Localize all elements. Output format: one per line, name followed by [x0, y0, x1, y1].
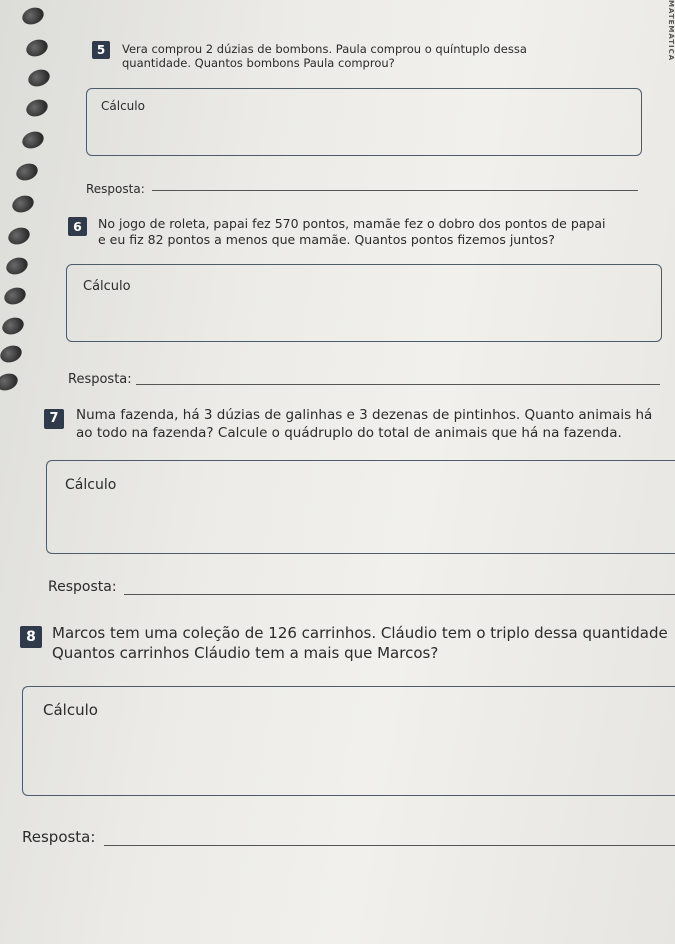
answer-line[interactable] [136, 384, 660, 385]
answer-label: Resposta: [48, 579, 117, 595]
calculation-label: Cálculo [101, 99, 145, 113]
calculation-label: Cálculo [83, 279, 131, 294]
question-number: 8 [20, 626, 42, 648]
answer-label: Resposta: [86, 182, 145, 196]
calculation-label: Cálculo [43, 701, 98, 719]
calculation-label: Cálculo [65, 477, 117, 493]
answer-label: Resposta: [68, 372, 132, 387]
calculation-box[interactable] [86, 88, 642, 156]
calculation-box[interactable] [66, 264, 662, 342]
answer-label: Resposta: [22, 828, 96, 846]
question-number: 6 [68, 217, 87, 236]
answer-line[interactable] [104, 845, 675, 846]
binder-holes [0, 0, 40, 944]
calculation-box[interactable] [46, 460, 675, 554]
calculation-box[interactable] [22, 686, 675, 796]
question-text: Vera comprou 2 dúzias de bombons. Paula comprou o quíntuplo dessa quantidade. Quantos bombons Paula comprou? [122, 42, 527, 71]
question-text: No jogo de roleta, papai fez 570 pontos, mamãe fez o dobro dos pontos de papai e eu fiz 82 pontos a menos que mamãe. Quantos pontos fizemos juntos? [98, 216, 606, 247]
subject-tab: MATEMÁTICA [667, 0, 675, 62]
question-text: Marcos tem uma coleção de 126 carrinhos. Cláudio tem o triplo dessa quantidade Quantos carrinhos Cláudio tem a mais que Marcos? [52, 624, 668, 662]
question-text: Numa fazenda, há 3 dúzias de galinhas e 3 dezenas de pintinhos. Quanto animais há ao todo na fazenda? Calcule o quádruplo do total de animais que há na fazenda. [76, 407, 653, 441]
question-number: 5 [92, 41, 110, 59]
answer-line[interactable] [152, 190, 638, 191]
answer-line[interactable] [124, 594, 675, 595]
question-number: 7 [44, 409, 64, 429]
